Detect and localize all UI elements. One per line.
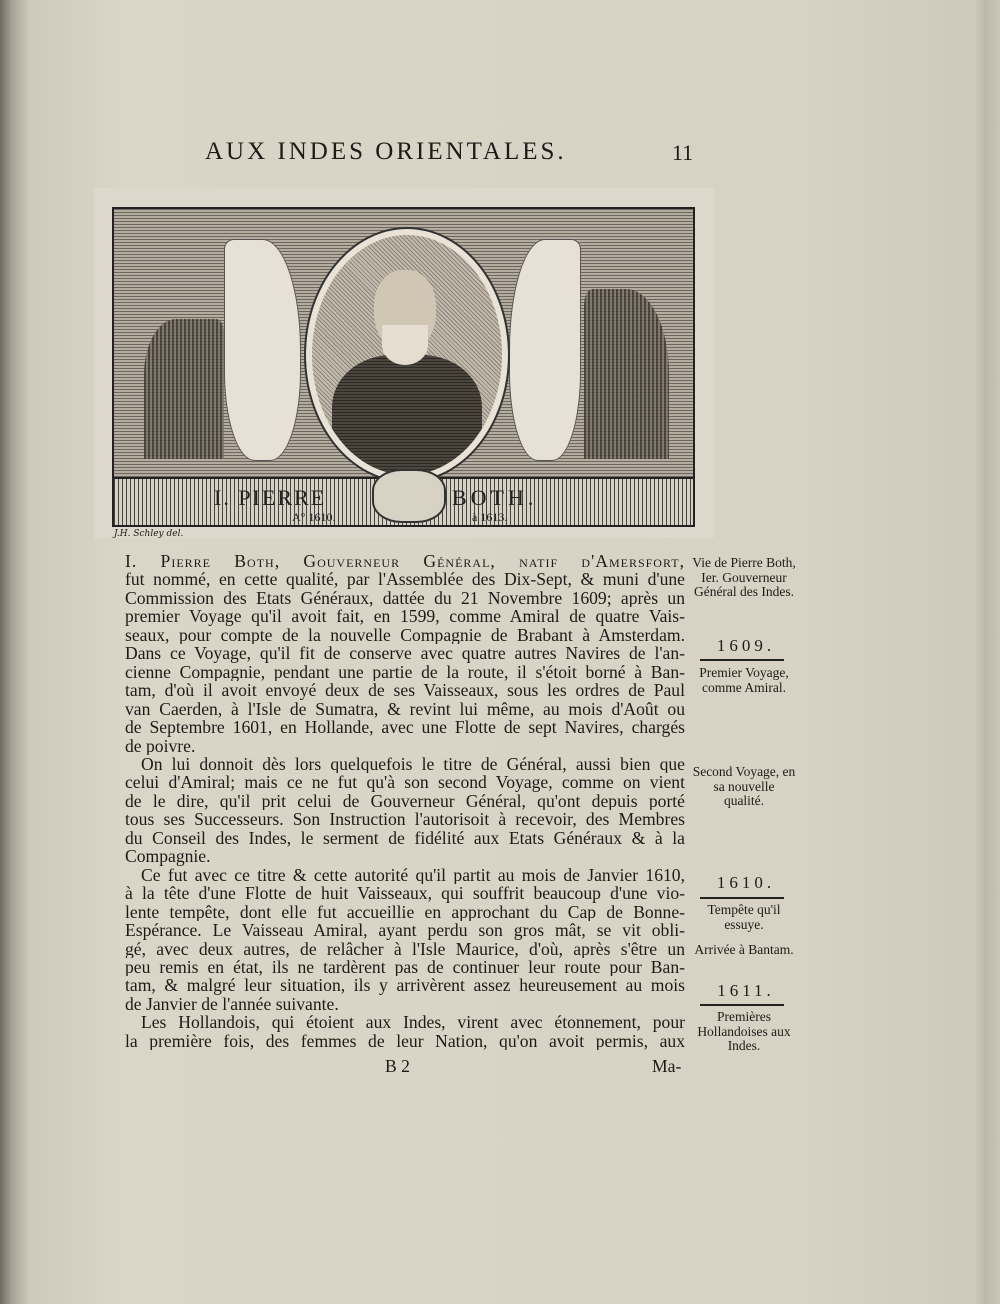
ship-right-illustration: [584, 289, 669, 459]
signature-mark: B 2: [385, 1056, 410, 1076]
running-title: AUX INDES ORIENTALES.: [205, 138, 567, 165]
text-line: tam, d'où il avoit envoyé deux de ses Vaisseaux, sous les ordres de Paul: [125, 681, 685, 700]
engraver-signature: J.H. Schley del.: [114, 529, 184, 539]
text-line: premier Voyage qu'il avoit fait, en 1599, comme Amiral de quatre Vais-: [125, 607, 685, 626]
caption-name-right: BOTH.: [452, 484, 538, 510]
text-line: tam, & malgré leur situation, ils y arrivèrent assez heureusement au mois: [125, 976, 685, 995]
text-line: cienne Compagnie, pendant une partie de la route, il s'étoit borné à Ban-: [125, 662, 685, 682]
text-line: à la tête d'une Flotte de huit Vaisseaux, qui souffrit beaucoup d'une vio-: [125, 884, 685, 903]
text-line: lente tempête, dont elle fut accueillie en approchant du Cap de Bonne-: [125, 902, 685, 922]
margin-note-life: Vie de Pierre Both, Ier. Gouverneur Général des Indes.: [692, 555, 796, 599]
coat-of-arms: [372, 469, 446, 523]
portrait-oval: [306, 229, 508, 481]
text-line: Compagnie.: [125, 847, 211, 866]
margin-year-1609: 1609.: [716, 636, 776, 655]
text-line: I. Pierre Both, Gouverneur Général, natif d'Amersfort,: [125, 552, 685, 571]
text-line: la première fois, des femmes de leur Nation, qu'on avoit permis, aux: [125, 1031, 685, 1051]
text-line: seaux, pour compte de la nouvelle Compagnie de Brabant à Amsterdam.: [125, 625, 685, 645]
margin-note-second-voyage: Second Voyage, en sa nouvelle qualité.: [692, 764, 796, 808]
text-line: de poivre.: [125, 736, 196, 755]
page-number: 11: [672, 140, 694, 165]
ship-left-illustration: [144, 319, 224, 459]
margin-year-1610: 1610.: [716, 873, 776, 892]
portrait-engraving: [112, 207, 695, 527]
margin-rule: [700, 1004, 784, 1006]
margin-rule: [700, 659, 784, 661]
text-line: On lui donnoit dès lors quelquefois le titre de Général, aussi bien que: [141, 754, 685, 774]
margin-year-1611: 1611.: [717, 981, 775, 1000]
text-line: Dans ce Voyage, qu'il fit de conserve avec quatre autres Navires de l'an-: [125, 644, 685, 663]
caption-date-left: A° 1610.: [292, 509, 336, 524]
text-line: Ce fut avec ce titre & cette autorité qu'il partit au mois de Janvier 1610,: [141, 865, 685, 885]
text-line: de Janvier de l'année suivante.: [125, 994, 339, 1014]
catchword: Ma-: [652, 1056, 682, 1076]
text-line: du Conseil des Indes, le serment de fidélité aux Etats Généraux & à la: [125, 828, 685, 848]
caption-date-right: à 1613.: [472, 509, 508, 524]
body-text: [125, 552, 685, 1050]
flag-right-illustration: [509, 239, 581, 461]
text-line: gé, avec deux autres, de relâcher à l'Isle Maurice, d'où, après s'être un: [125, 939, 685, 958]
text-line: Commission des Etats Généraux, dattée du 21 Novembre 1609; après un: [125, 588, 685, 608]
text-line: de le dire, qu'il prit celui de Gouverneur Général, qu'ont depuis porté: [125, 791, 685, 811]
text-line: peu remis en état, ils ne tardèrent pas de continuer leur route pour Ban-: [125, 957, 685, 977]
margin-note-first-voyage: Premier Voyage, comme Amiral.: [699, 665, 789, 695]
text-line: celui d'Amiral; mais ce ne fut qu'à son second Voyage, comme on vient: [125, 773, 685, 792]
text-line: fut nommé, en cette qualité, par l'Assemblée des Dix-Sept, & muni d'une: [125, 570, 685, 589]
text-line: de Septembre 1601, en Hollande, avec une Flotte de sept Navires, chargés: [125, 718, 685, 737]
margin-rule: [700, 897, 784, 899]
caption-name-left: I. PIERRE: [214, 484, 327, 510]
margin-note-first-dutch-women: Premières Hollandoises aux Indes.: [697, 1009, 791, 1053]
margin-note-arrival: Arrivée à Bantam.: [694, 942, 794, 957]
text-line: Espérance. Le Vaisseau Amiral, ayant perdu son gros mât, se vit obli-: [125, 921, 685, 940]
margin-note-storm: Tempête qu'il essuye.: [707, 902, 781, 932]
text-line: van Caerden, à l'Isle de Sumatra, & revint lui même, au mois d'Août ou: [125, 699, 685, 719]
text-line: Les Hollandois, qui étoient aux Indes, virent avec étonnement, pour: [141, 1013, 685, 1032]
flag-left-illustration: [224, 239, 301, 461]
text-line: tous ses Successeurs. Son Instruction l'autorisoit à recevoir, des Membres: [125, 810, 685, 829]
